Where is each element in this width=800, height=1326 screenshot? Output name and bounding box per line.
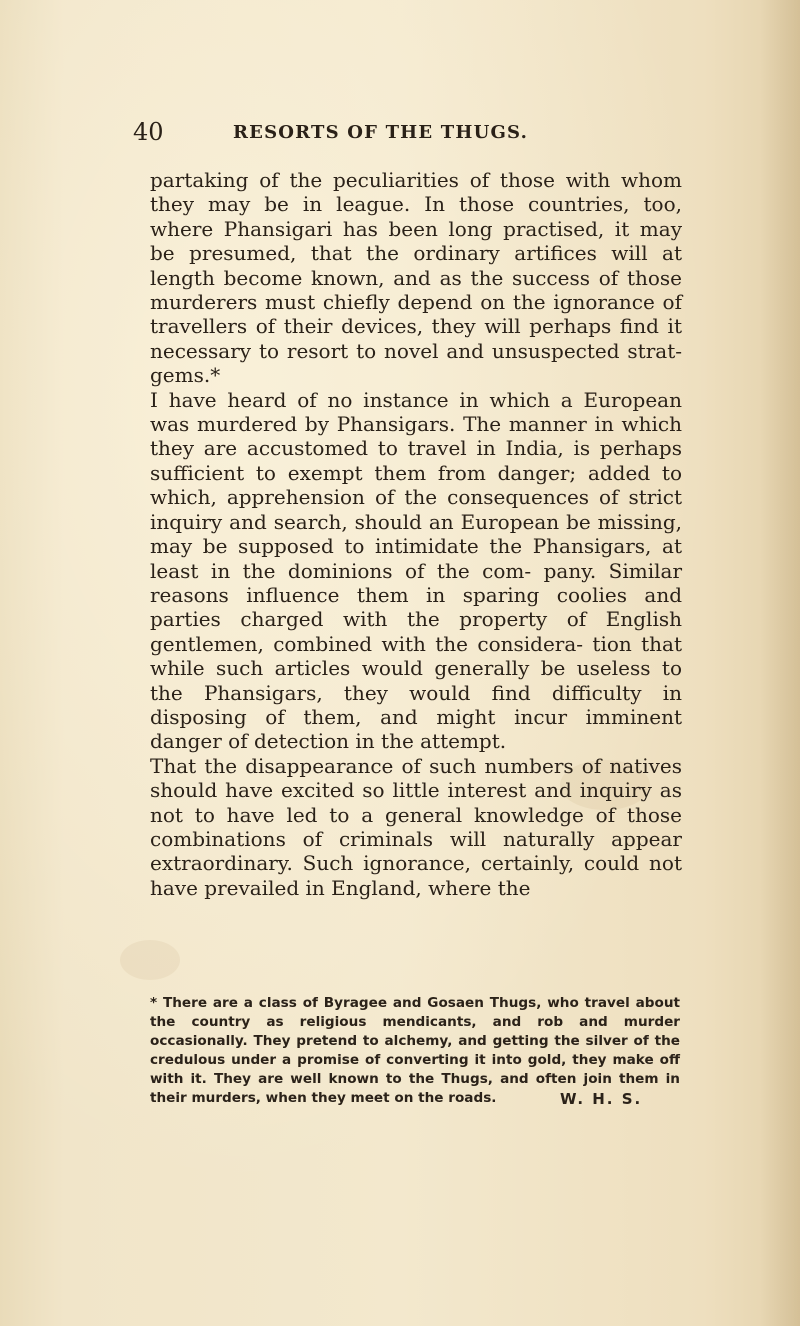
page-header [133,118,693,148]
page-number: 40 [133,118,164,146]
footnote-text: * There are a class of Byragee and Gosaen Thugs, who travel about the country as religious mendicants, and rob and murder occasionally. They pretend to alchemy, and getting the silver of the credulous under a promise of converting it into gold, they make off with it. They are well known to the Thugs, and often join them in their murders, when they meet on the roads. [150,995,680,1107]
footnote-signature: W. H. S. [560,1090,643,1108]
paragraph: That the disappearance of such numbers of natives should have excited so little interest and inquiry as not to have led to a general knowledge of those combinations of criminals will naturally appear extraordinary. Such ignorance, certainly, could not have prevailed in England, where the [150,753,682,900]
body-text [150,168,682,900]
running-title: RESORTS OF THE THUGS. [233,122,529,143]
paragraph: partaking of the peculiarities of those with whom they may be in league. In those countries, too, where Phansigari has been long practised, it may be presumed, that the ordinary artifices will at length become known, and as the success of those murderers must chiefly depend on the ignorance of travellers of their devices, they will perhaps find it necessary to resort to novel and unsuspected strat- gems.* [150,168,682,388]
paper-stain [120,940,180,980]
page-edge-shadow [760,0,800,1326]
paragraph: I have heard of no instance in which a European was murdered by Phansigars. The manner in which they are accustomed to travel in India, is perhaps sufficient to exempt them from danger; added to which, apprehension of the consequences of strict inquiry and search, should an European be missing, may be supposed to intimidate the Phansigars, at least in the dominions of the com- pany. Similar reasons influence them in sparing coolies and parties charged with the property of English gentlemen, combined with the considera- tion that while such articles would generally be useless to the Phansigars, they would find difficulty in disposing of them, and might incur imminent danger of detection in the attempt. [150,387,682,754]
